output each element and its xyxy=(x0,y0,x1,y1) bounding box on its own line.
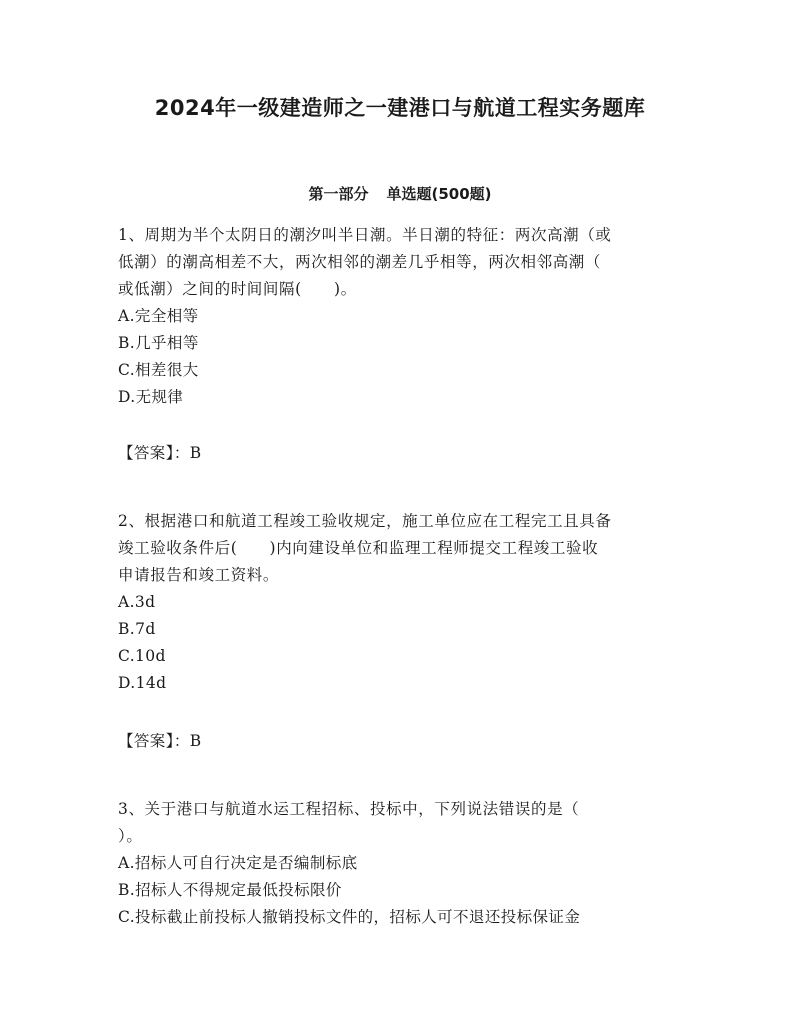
option-d: D.无规律 xyxy=(118,388,184,406)
question-stem-line: 3、关于港口与航道水运工程招标、投标中，下列说法错误的是（ xyxy=(118,800,580,818)
question-stem-line: 2、根据港口和航道工程竣工验收规定，施工单位应在工程完工且具备 xyxy=(118,512,612,530)
question-stem-line: 1、周期为半个太阴日的潮汐叫半日潮。半日潮的特征：两次高潮（或 xyxy=(118,226,612,244)
question-2 xyxy=(118,508,698,697)
option-b: B.招标人不得规定最低投标限价 xyxy=(118,881,342,899)
answer-1: 【答案】：B xyxy=(118,444,202,462)
section-title xyxy=(0,183,800,204)
section-part-label: 第一部分 xyxy=(308,185,369,203)
question-1 xyxy=(118,222,698,411)
section-type-label: 单选题(500题) xyxy=(386,185,492,203)
option-a: A.3d xyxy=(118,593,156,611)
question-stem-line: 竣工验收条件后( )内向建设单位和监理工程师提交工程竣工验收 xyxy=(118,539,599,557)
option-c: C.投标截止前投标人撤销投标文件的，招标人可不退还投标保证金 xyxy=(118,908,581,926)
question-stem-line: 申请报告和竣工资料。 xyxy=(118,566,280,584)
option-a: A.完全相等 xyxy=(118,307,199,325)
question-3 xyxy=(118,796,698,931)
option-b: B.几乎相等 xyxy=(118,334,199,352)
question-stem-line: 或低潮）之间的时间间隔( )。 xyxy=(118,280,357,298)
option-c: C.10d xyxy=(118,647,166,665)
answer-2: 【答案】：B xyxy=(118,732,202,750)
option-c: C.相差很大 xyxy=(118,361,199,379)
question-stem-line: ）。 xyxy=(118,827,143,845)
question-stem-line: 低潮）的潮高相差不大，两次相邻的潮差几乎相等，两次相邻高潮（ xyxy=(118,253,602,271)
option-b: B.7d xyxy=(118,620,156,638)
option-a: A.招标人可自行决定是否编制标底 xyxy=(118,854,358,872)
document-title: 2024年一级建造师之一建港口与航道工程实务题库 xyxy=(154,96,646,120)
option-d: D.14d xyxy=(118,674,167,692)
